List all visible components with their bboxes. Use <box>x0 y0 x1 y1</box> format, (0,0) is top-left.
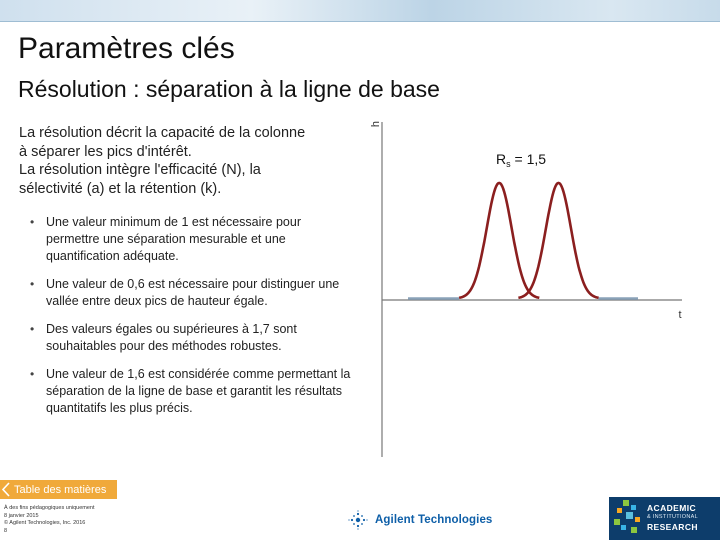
annotation-value: = 1,5 <box>510 151 547 167</box>
back-arrow-icon <box>2 482 10 497</box>
company-name: Agilent Technologies <box>375 514 493 526</box>
toc-label: Table des matières <box>14 483 107 496</box>
slide-subtitle: Résolution : séparation à la ligne de base <box>18 76 440 102</box>
bullet-text: Des valeurs égales ou supérieures à 1,7 sont souhaitables pour des méthodes robustes. <box>46 322 297 353</box>
bullet-dot-icon: • <box>30 215 35 229</box>
intro-line: à séparer les pics d'intérêt. <box>19 143 192 160</box>
resolution-annotation <box>496 151 546 169</box>
academic-research-logo <box>609 497 720 540</box>
intro-line: La résolution intègre l'efficacité (N), la <box>19 162 261 178</box>
bullet-list <box>30 214 352 428</box>
spark-icon <box>347 510 369 530</box>
y-axis-label: h <box>370 120 382 128</box>
slide-title: Paramètres clés <box>18 32 235 65</box>
peak-1 <box>459 183 539 298</box>
bullet-item <box>30 276 352 310</box>
intro-line: La résolution décrit la capacité de la colonne <box>19 125 306 141</box>
bullet-item <box>30 366 352 417</box>
chromatogram-chart <box>352 112 702 462</box>
annotation-subscript: s <box>506 159 511 169</box>
footnote <box>4 505 95 535</box>
footnote-line: 8 janvier 2015 <box>4 512 39 519</box>
agilent-logo <box>347 510 492 530</box>
bullet-text: Une valeur de 0,6 est nécessaire pour distinguer une vallée entre deux pics de hauteur égale. <box>46 277 340 308</box>
bullet-item <box>30 321 352 355</box>
bullet-item <box>30 214 352 265</box>
header-band <box>0 0 720 22</box>
annotation-symbol: R <box>496 151 507 167</box>
program-line-2: & INSTITUTIONAL <box>647 514 698 520</box>
x-axis-label: t <box>678 309 682 321</box>
bullet-dot-icon: • <box>30 277 35 291</box>
bullet-dot-icon: • <box>30 367 35 381</box>
footnote-line: À des fins pédagogiques uniquement <box>4 505 95 511</box>
page-number: 8 <box>4 527 8 534</box>
bullet-text: Une valeur de 1,6 est considérée comme permettant la séparation de la ligne de base et garantit les résultats quantitatifs les plus précis. <box>46 367 351 415</box>
program-line-3: RESEARCH <box>647 522 698 532</box>
bullet-text: Une valeur minimum de 1 est nécessaire pour permettre une séparation mesurable et une quantification adéquate. <box>46 215 301 263</box>
intro-line: sélectivité (a) et la rétention (k). <box>19 180 222 197</box>
footnote-line: © Agilent Technologies, Inc. 2016 <box>4 520 86 526</box>
program-line-1: ACADEMIC <box>647 503 697 513</box>
peak-2 <box>518 183 598 298</box>
bullet-dot-icon: • <box>30 322 35 336</box>
cubes-icon <box>609 497 645 540</box>
table-of-contents-button[interactable] <box>0 480 117 499</box>
intro-paragraph <box>19 124 349 198</box>
